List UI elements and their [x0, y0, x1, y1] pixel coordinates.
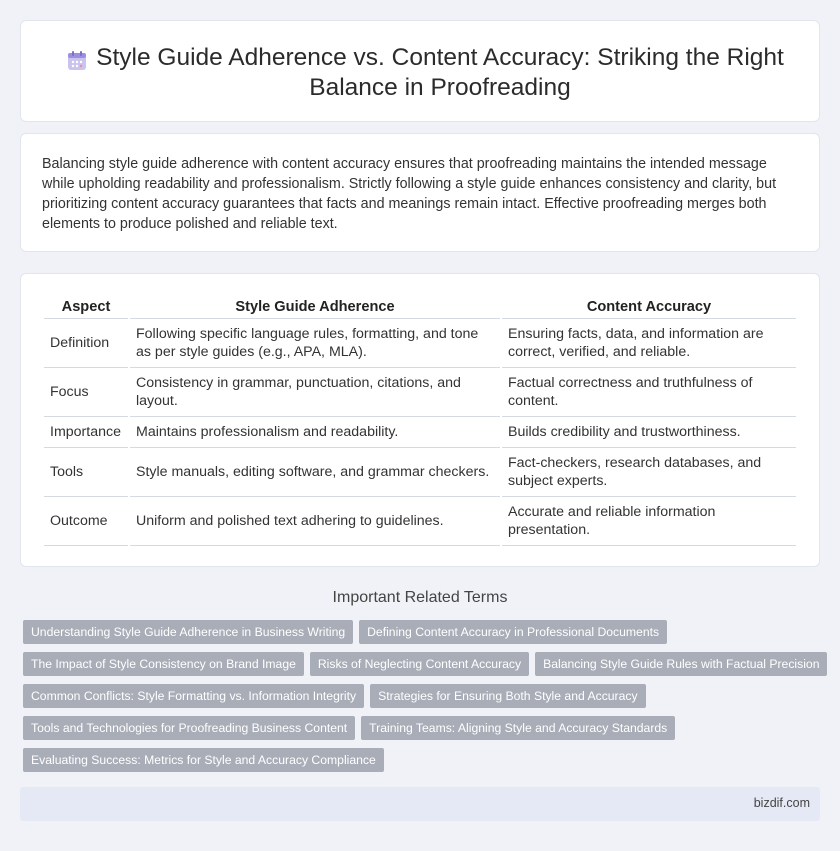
row-aspect: Tools	[44, 448, 128, 497]
row-aspect: Definition	[44, 319, 128, 368]
header-style-guide: Style Guide Adherence	[130, 295, 500, 319]
row-style: Maintains professionalism and readability.	[130, 417, 500, 448]
header-content-accuracy: Content Accuracy	[502, 295, 796, 319]
header-aspect: Aspect	[44, 295, 128, 319]
title-card	[20, 20, 820, 122]
related-term-tag[interactable]: The Impact of Style Consistency on Brand Image	[23, 652, 304, 676]
intro-card	[20, 133, 820, 252]
row-accuracy: Fact-checkers, research databases, and subject experts.	[502, 448, 796, 497]
comparison-card	[20, 273, 820, 567]
row-aspect: Importance	[44, 417, 128, 448]
footer-brand[interactable]: bizdif.com	[753, 796, 810, 810]
row-style: Consistency in grammar, punctuation, citations, and layout.	[130, 368, 500, 417]
row-accuracy: Ensuring facts, data, and information are correct, verified, and reliable.	[502, 319, 796, 368]
footer	[20, 787, 820, 821]
comparison-table	[42, 295, 798, 546]
table-row	[44, 497, 796, 546]
row-accuracy: Accurate and reliable information presentation.	[502, 497, 796, 546]
row-aspect: Outcome	[44, 497, 128, 546]
related-term-tag[interactable]: Defining Content Accuracy in Professional Documents	[359, 620, 667, 644]
row-style: Following specific language rules, formatting, and tone as per style guides (e.g., APA, MLA).	[130, 319, 500, 368]
page-title: Style Guide Adherence vs. Content Accuracy: Striking the Right Balance in Proofreading	[96, 44, 784, 101]
related-term-tag[interactable]: Tools and Technologies for Proofreading Business Content	[23, 716, 355, 740]
related-term-tag[interactable]: Balancing Style Guide Rules with Factual Precision	[535, 652, 827, 676]
table-row	[44, 448, 796, 497]
related-term-tag[interactable]: Risks of Neglecting Content Accuracy	[310, 652, 529, 676]
related-term-tag[interactable]: Common Conflicts: Style Formatting vs. Information Integrity	[23, 684, 364, 708]
related-terms-list	[23, 620, 823, 780]
related-term-tag[interactable]: Strategies for Ensuring Both Style and Accuracy	[370, 684, 645, 708]
table-row	[44, 417, 796, 448]
related-terms-title: Important Related Terms	[332, 589, 508, 606]
row-aspect: Focus	[44, 368, 128, 417]
related-term-tag[interactable]: Training Teams: Aligning Style and Accuracy Standards	[361, 716, 675, 740]
table-row	[44, 319, 796, 368]
intro-paragraph: Balancing style guide adherence with content accuracy ensures that proofreading maintains the intended message while upholding readability and professionalism. Strictly following a style guide enhances consistency and clarity, but prioritizing content accuracy guarantees that facts and meanings remain intact. Effective proofreading merges both elements to produce polished and reliable text.	[42, 156, 777, 232]
row-accuracy: Factual correctness and truthfulness of content.	[502, 368, 796, 417]
related-term-tag[interactable]: Evaluating Success: Metrics for Style and Accuracy Compliance	[23, 748, 384, 772]
row-accuracy: Builds credibility and trustworthiness.	[502, 417, 796, 448]
row-style: Style manuals, editing software, and grammar checkers.	[130, 448, 500, 497]
row-style: Uniform and polished text adhering to guidelines.	[130, 497, 500, 546]
table-row	[44, 368, 796, 417]
related-term-tag[interactable]: Understanding Style Guide Adherence in Business Writing	[23, 620, 353, 644]
